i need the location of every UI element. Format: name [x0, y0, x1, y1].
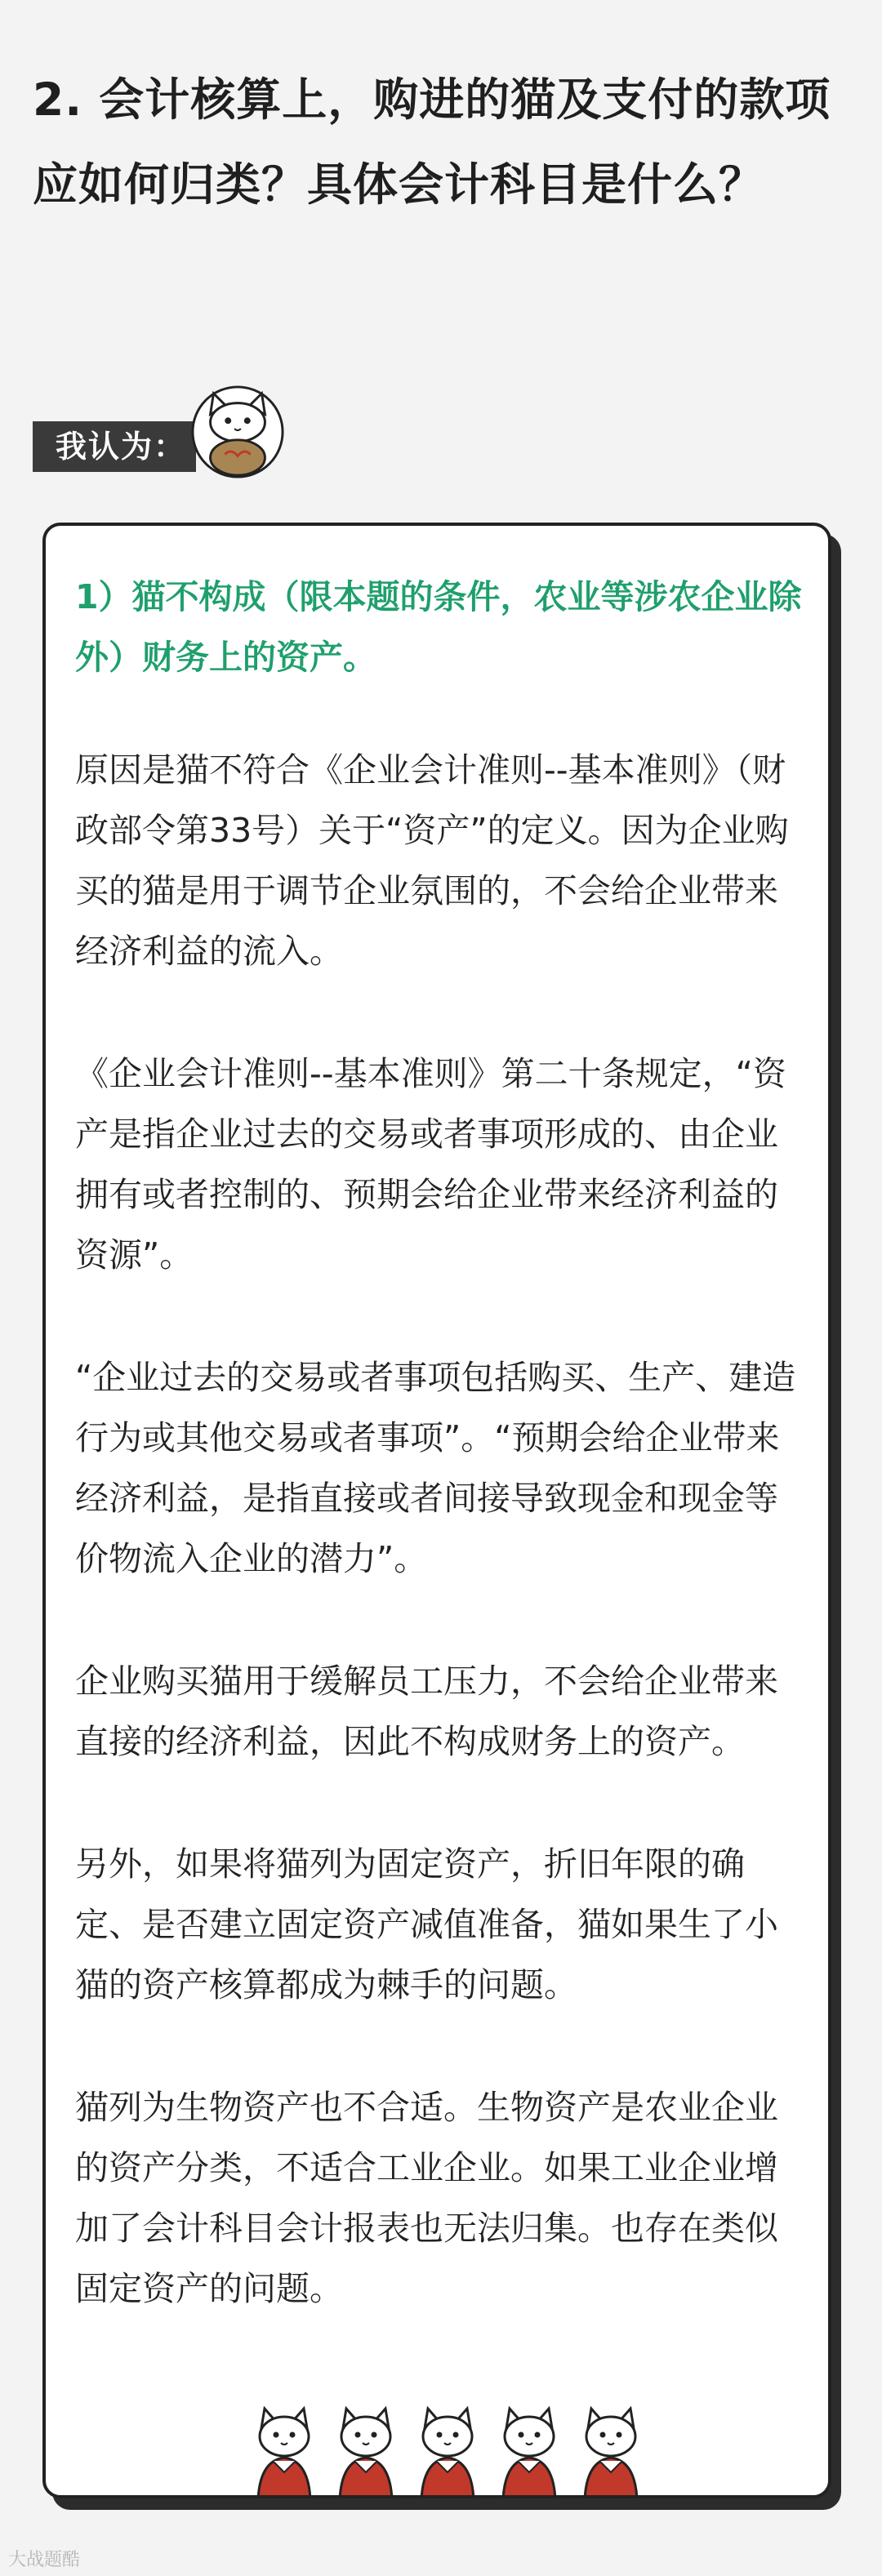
biological-asset-paragraph: 猫列为生物资产也不合适。生物资产是农业企业的资产分类，不适合工业企业。如果工业企业增加了会计科目会计报表也无法归集。也存在类似固定资产的问题。 [75, 2088, 778, 2308]
standard-definition-paragraph: 《企业会计准则--基本准则》第二十条规定，“资产是指企业过去的交易或者事项形成的、由企业拥有或者控制的、预期会给企业带来经济利益的资源”。 [75, 1054, 786, 1275]
cat-mascot-icon [570, 2404, 652, 2498]
watermark: 大战题酷 [8, 2550, 81, 2570]
cat-mascot-icon [488, 2404, 570, 2498]
mascot-row [243, 2404, 676, 2498]
cat-mascot-icon [407, 2404, 488, 2498]
summary-paragraph: 企业购买猫用于缓解员工压力，不会给企业带来直接的经济利益，因此不构成财务上的资产。 [75, 1662, 778, 1761]
cat-mascot-icon [325, 2404, 407, 2498]
question-heading: 2. 会计核算上，购进的猫及支付的款项应如何归类？具体会计科目是什么？ [33, 73, 831, 211]
reason-paragraph: 原因是猫不符合《企业会计准则--基本准则》（财政部令第33号）关于“资产”的定义。因为企业购买的猫是用于调节企业氛围的，不会给企业带来经济利益的流入。 [75, 750, 789, 971]
opinion-tag: 我认为： [33, 421, 196, 472]
answer-content [75, 567, 810, 2381]
fixed-asset-paragraph: 另外，如果将猫列为固定资产，折旧年限的确定、是否建立固定资产减值准备，猫如果生了小猫的资产核算都成为棘手的问题。 [75, 1844, 778, 2004]
conclusion-paragraph: 1）猫不构成（限本题的条件，农业等涉农企业除外）财务上的资产。 [75, 577, 802, 677]
cat-mascot-icon [243, 2404, 325, 2498]
cat-mascot-icon [189, 384, 286, 480]
standard-explanation-paragraph: “企业过去的交易或者事项包括购买、生产、建造行为或其他交易或者事项”。“预期会给企业带来经济利益，是指直接或者间接导致现金和现金等价物流入企业的潜力”。 [75, 1358, 796, 1578]
answer-card [42, 523, 831, 2498]
